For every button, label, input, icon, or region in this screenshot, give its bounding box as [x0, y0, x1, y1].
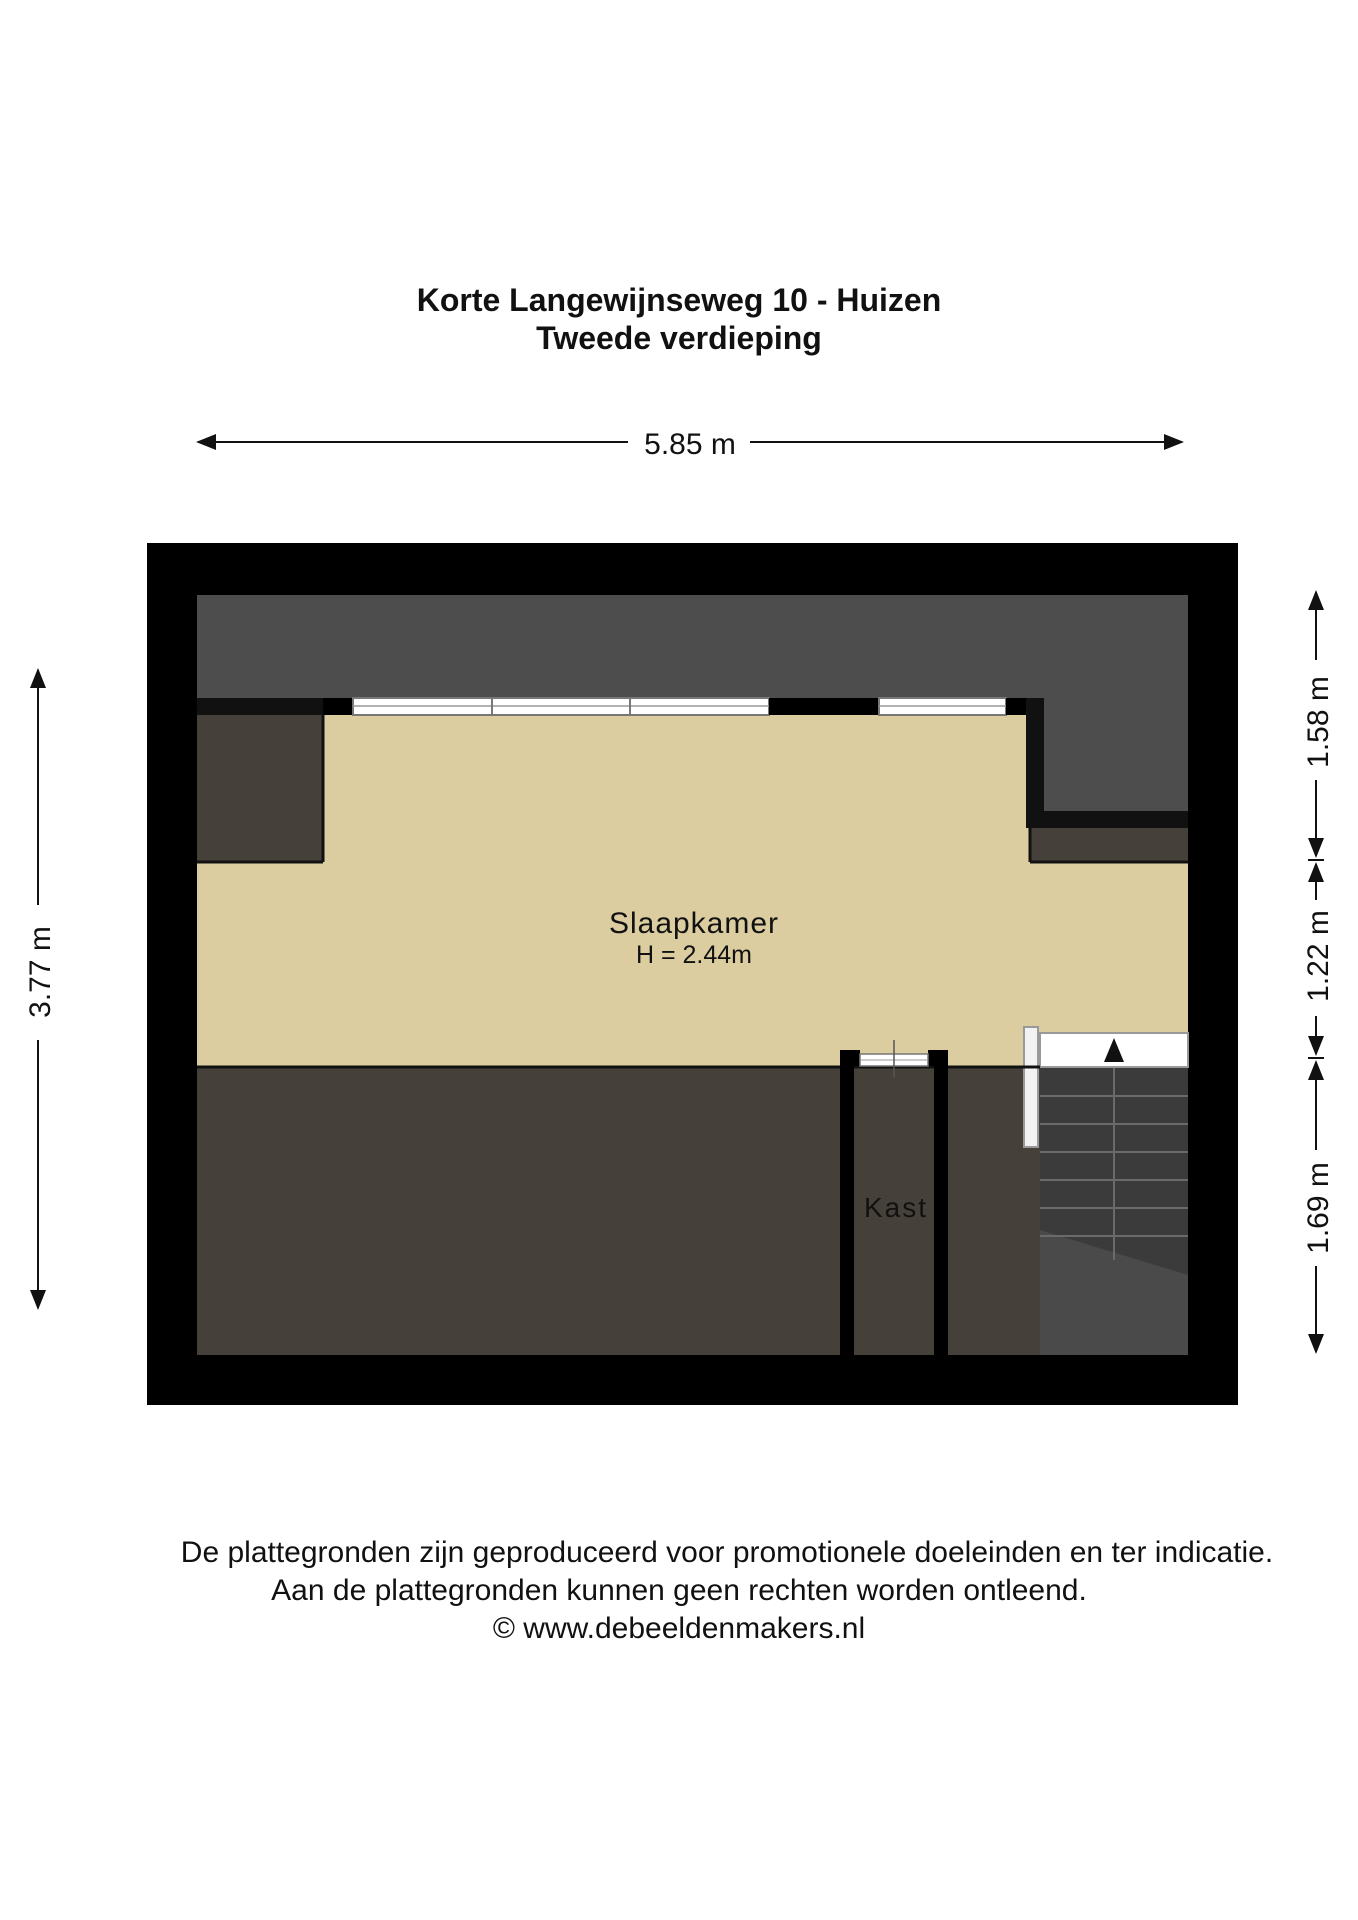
room-label-bedroom: Slaapkamer	[608, 907, 780, 940]
plan-title-address: Korte Langewijnseweg 10 - Huizen	[416, 282, 942, 318]
disclaimer-line-1: De plattegronden zijn geproduceerd voor promotionele doeleinden en ter indicatie.	[180, 1536, 1274, 1569]
dimension-right-middle-label: 1.22 m	[1302, 910, 1335, 1002]
stair-railing	[1024, 1027, 1038, 1147]
window-top-left	[353, 698, 769, 715]
dimension-width	[198, 428, 1182, 461]
inner-wall-top-left	[197, 698, 323, 715]
dimension-right-bottom-label: 1.69 m	[1302, 1162, 1335, 1254]
room-label-closet: Kast	[863, 1192, 929, 1223]
low-area-right	[1030, 828, 1188, 862]
dimension-width-label: 5.85 m	[644, 428, 736, 461]
dimension-right-stack	[1302, 592, 1335, 1352]
low-area-left	[197, 715, 323, 862]
inner-wall-right-horizontal	[1044, 811, 1188, 828]
copyright-line: © www.debeeldenmakers.nl	[492, 1612, 866, 1645]
window-top-right	[879, 698, 1006, 715]
bedroom-floor-upper	[323, 715, 1030, 862]
closet-wall-left	[840, 1055, 854, 1355]
dimension-height	[24, 670, 57, 1308]
plan-title-floor: Tweede verdieping	[536, 320, 822, 356]
closet-wall-right	[934, 1055, 948, 1355]
inner-wall-right-vertical	[1026, 698, 1044, 828]
window-jamb	[323, 698, 353, 715]
dimension-height-label: 3.77 m	[24, 926, 57, 1018]
room-label-bedroom-height: H = 2.44m	[635, 941, 753, 969]
wall-pier	[769, 698, 879, 715]
disclaimer-line-2: Aan de plattegronden kunnen geen rechten worden ontleend.	[271, 1574, 1087, 1607]
dimension-right-top-label: 1.58 m	[1302, 676, 1335, 768]
